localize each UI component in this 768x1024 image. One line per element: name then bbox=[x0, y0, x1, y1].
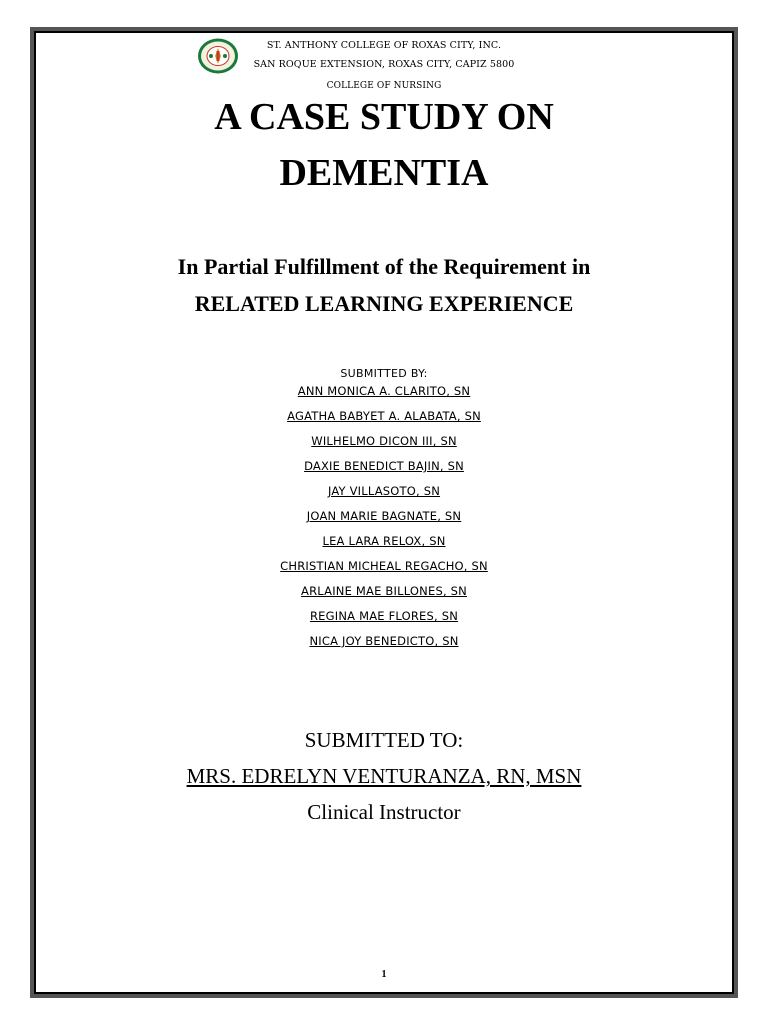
college-name: COLLEGE OF NURSING bbox=[326, 81, 442, 91]
member-item bbox=[0, 383, 768, 408]
member-item bbox=[0, 533, 768, 558]
member-item bbox=[0, 583, 768, 608]
member-name: JOAN MARIE BAGNATE, SN bbox=[306, 509, 462, 523]
member-list bbox=[0, 383, 768, 658]
subtitle-line-2: RELATED LEARNING EXPERIENCE bbox=[194, 291, 574, 316]
member-name: REGINA MAE FLORES, SN bbox=[309, 609, 459, 623]
page-number: 1 bbox=[381, 969, 387, 980]
member-name: AGATHA BABYET A. ALABATA, SN bbox=[287, 409, 481, 423]
title-line-1: A CASE STUDY ON bbox=[214, 96, 554, 138]
submitted-by-label: SUBMITTED BY: bbox=[340, 367, 428, 380]
member-item bbox=[0, 483, 768, 508]
submitted-to-label: SUBMITTED TO: bbox=[304, 728, 464, 752]
instructor-role: Clinical Instructor bbox=[307, 800, 461, 824]
member-item bbox=[0, 458, 768, 483]
instructor-name: MRS. EDRELYN VENTURANZA, RN, MSN bbox=[186, 764, 582, 788]
member-item bbox=[0, 633, 768, 658]
title-line-2: DEMENTIA bbox=[279, 152, 489, 194]
instructor-name-line bbox=[0, 764, 768, 789]
member-name: LEA LARA RELOX, SN bbox=[322, 534, 446, 548]
member-name: WILHELMO DICON III, SN bbox=[311, 434, 457, 448]
member-name: ARLAINE MAE BILLONES, SN bbox=[301, 584, 467, 598]
member-name: DAXIE BENEDICT BAJIN, SN bbox=[304, 459, 464, 473]
member-name: JAY VILLASOTO, SN bbox=[327, 484, 441, 498]
member-item bbox=[0, 558, 768, 583]
subtitle-line-1: In Partial Fulfillment of the Requirement in bbox=[177, 254, 591, 279]
member-item bbox=[0, 608, 768, 633]
member-item bbox=[0, 433, 768, 458]
member-name: CHRISTIAN MICHEAL REGACHO, SN bbox=[280, 559, 488, 573]
member-item bbox=[0, 508, 768, 533]
school-name: ST. ANTHONY COLLEGE OF ROXAS CITY, INC. bbox=[266, 40, 502, 51]
member-name: ANN MONICA A. CLARITO, SN bbox=[297, 384, 471, 398]
school-address: SAN ROQUE EXTENSION, ROXAS CITY, CAPIZ 5800 bbox=[253, 59, 515, 70]
member-item bbox=[0, 408, 768, 433]
member-name: NICA JOY BENEDICTO, SN bbox=[309, 634, 459, 648]
